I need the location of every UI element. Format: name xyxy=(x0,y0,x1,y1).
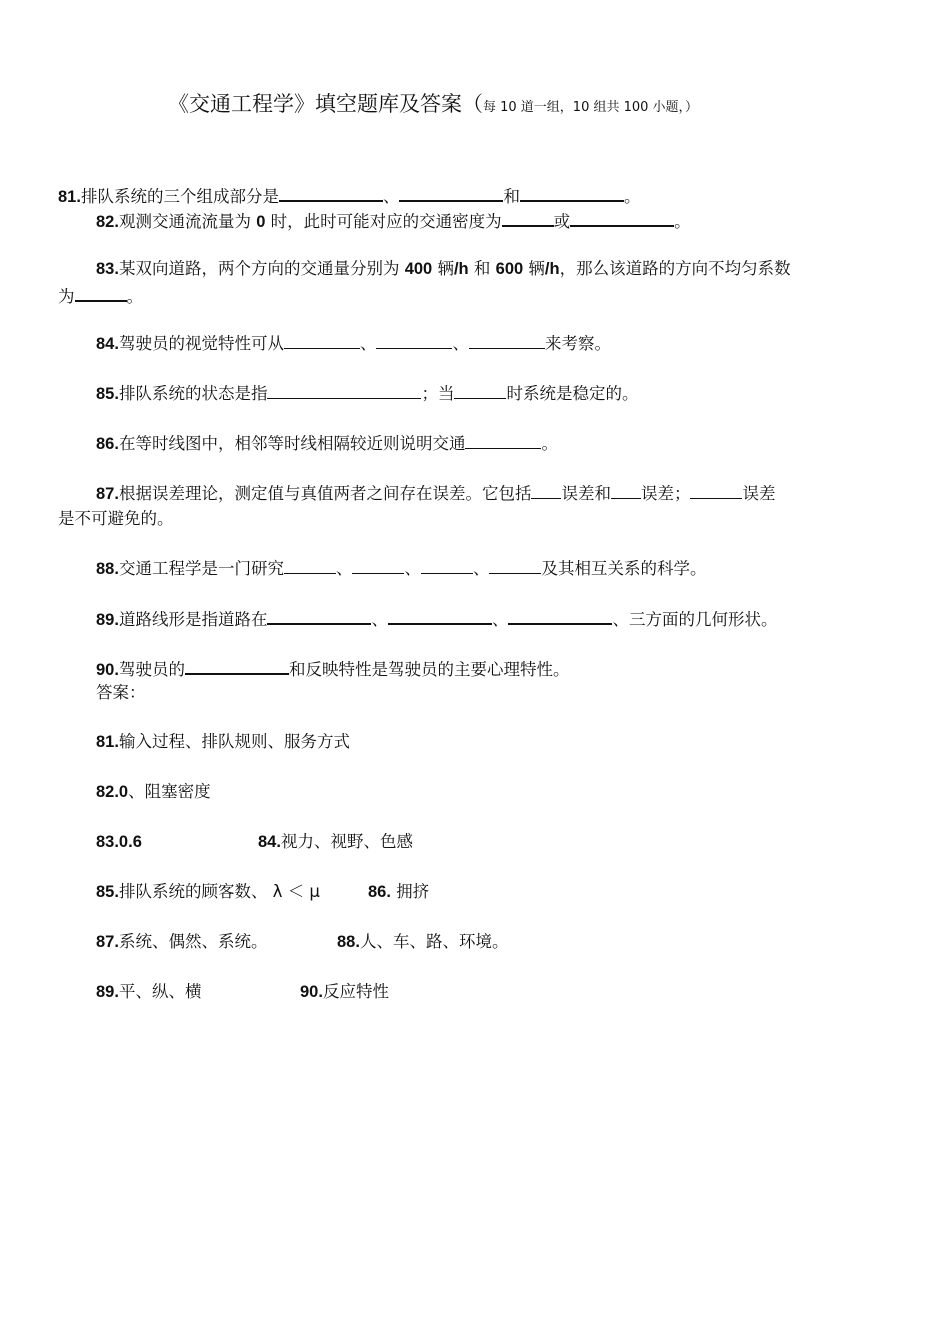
answer-81: 81.输入过程、排队规则、服务方式 xyxy=(96,732,350,751)
answer-blank xyxy=(508,605,612,625)
answer-82: 82.0、阻塞密度 xyxy=(96,782,211,801)
question-87: 87.根据误差理论，测定值与真值两者之间存在误差。它包括 误差和 误差； 误差 xyxy=(96,480,775,507)
answer-blank xyxy=(520,182,624,202)
answer-83: 83.0.6 xyxy=(96,833,142,851)
question-88: 88.交通工程学是一门研究 、 、 、 及其相互关系的科学。 xyxy=(96,555,706,582)
answer-blank xyxy=(465,430,541,449)
answer-blank xyxy=(185,655,289,675)
answer-blank xyxy=(284,555,336,574)
title-subtitle: 每 10 道一组，10 组共 100 小题，） xyxy=(483,100,699,115)
answer-89: 89.平、纵、横 xyxy=(96,982,202,1001)
question-81: 81.排队系统的三个组成部分是 、 和 。 xyxy=(58,182,640,210)
answer-blank xyxy=(469,330,545,349)
page-title xyxy=(168,88,928,118)
answer-blank xyxy=(421,555,473,574)
answer-85: 85.排队系统的顾客数、 λ ＜ μ xyxy=(96,882,320,901)
question-82: 82.观测交通流流量为 0 时，此时可能对应的交通密度为 或 。 xyxy=(96,207,691,235)
question-86: 86.在等时线图中，相邻等时线相隔较近则说明交通 。 xyxy=(96,430,558,457)
answer-84: 84.视力、视野、色感 xyxy=(258,832,413,851)
title-main: 《交通工程学》填空题库及答案（ xyxy=(168,92,483,116)
answers-heading: 答案： xyxy=(96,683,146,702)
question-84: 84.驾驶员的视觉特性可从 、 、 来考察。 xyxy=(96,330,611,357)
question-83: 83.某双向道路，两个方向的交通量分别为 400 辆/h 和 600 辆/h，那么该道路的方向不均匀系数 xyxy=(96,259,791,278)
answer-blank xyxy=(502,207,554,227)
answer-blank xyxy=(352,555,404,574)
answer-86: 86. 拥挤 xyxy=(368,882,430,901)
answer-blank xyxy=(611,480,641,499)
answer-blank xyxy=(399,182,503,202)
answer-blank xyxy=(570,207,674,227)
answer-blank xyxy=(279,182,383,202)
answer-blank xyxy=(75,282,127,302)
answer-88: 88.人、车、路、环境。 xyxy=(337,932,509,951)
answer-87: 87.系统、偶然、系统。 xyxy=(96,932,268,951)
answer-blank xyxy=(454,380,506,399)
answer-blank xyxy=(284,330,360,349)
question-83-cont: 为 。 xyxy=(58,282,143,310)
answer-blank xyxy=(690,480,742,499)
answer-blank xyxy=(489,555,541,574)
question-87-cont: 是不可避免的。 xyxy=(58,509,174,528)
answer-90: 90.反应特性 xyxy=(300,982,389,1001)
answer-blank xyxy=(267,380,421,399)
question-90: 90.驾驶员的 和反映特性是驾驶员的主要心理特性。 xyxy=(96,655,569,683)
answer-blank xyxy=(531,480,561,499)
answer-blank xyxy=(376,330,452,349)
answer-blank xyxy=(388,605,492,625)
question-89: 89.道路线形是指道路在 、 、 、三方面的几何形状。 xyxy=(96,605,777,633)
answer-blank xyxy=(267,605,371,625)
question-85: 85.排队系统的状态是指 ；当 时系统是稳定的。 xyxy=(96,380,638,407)
